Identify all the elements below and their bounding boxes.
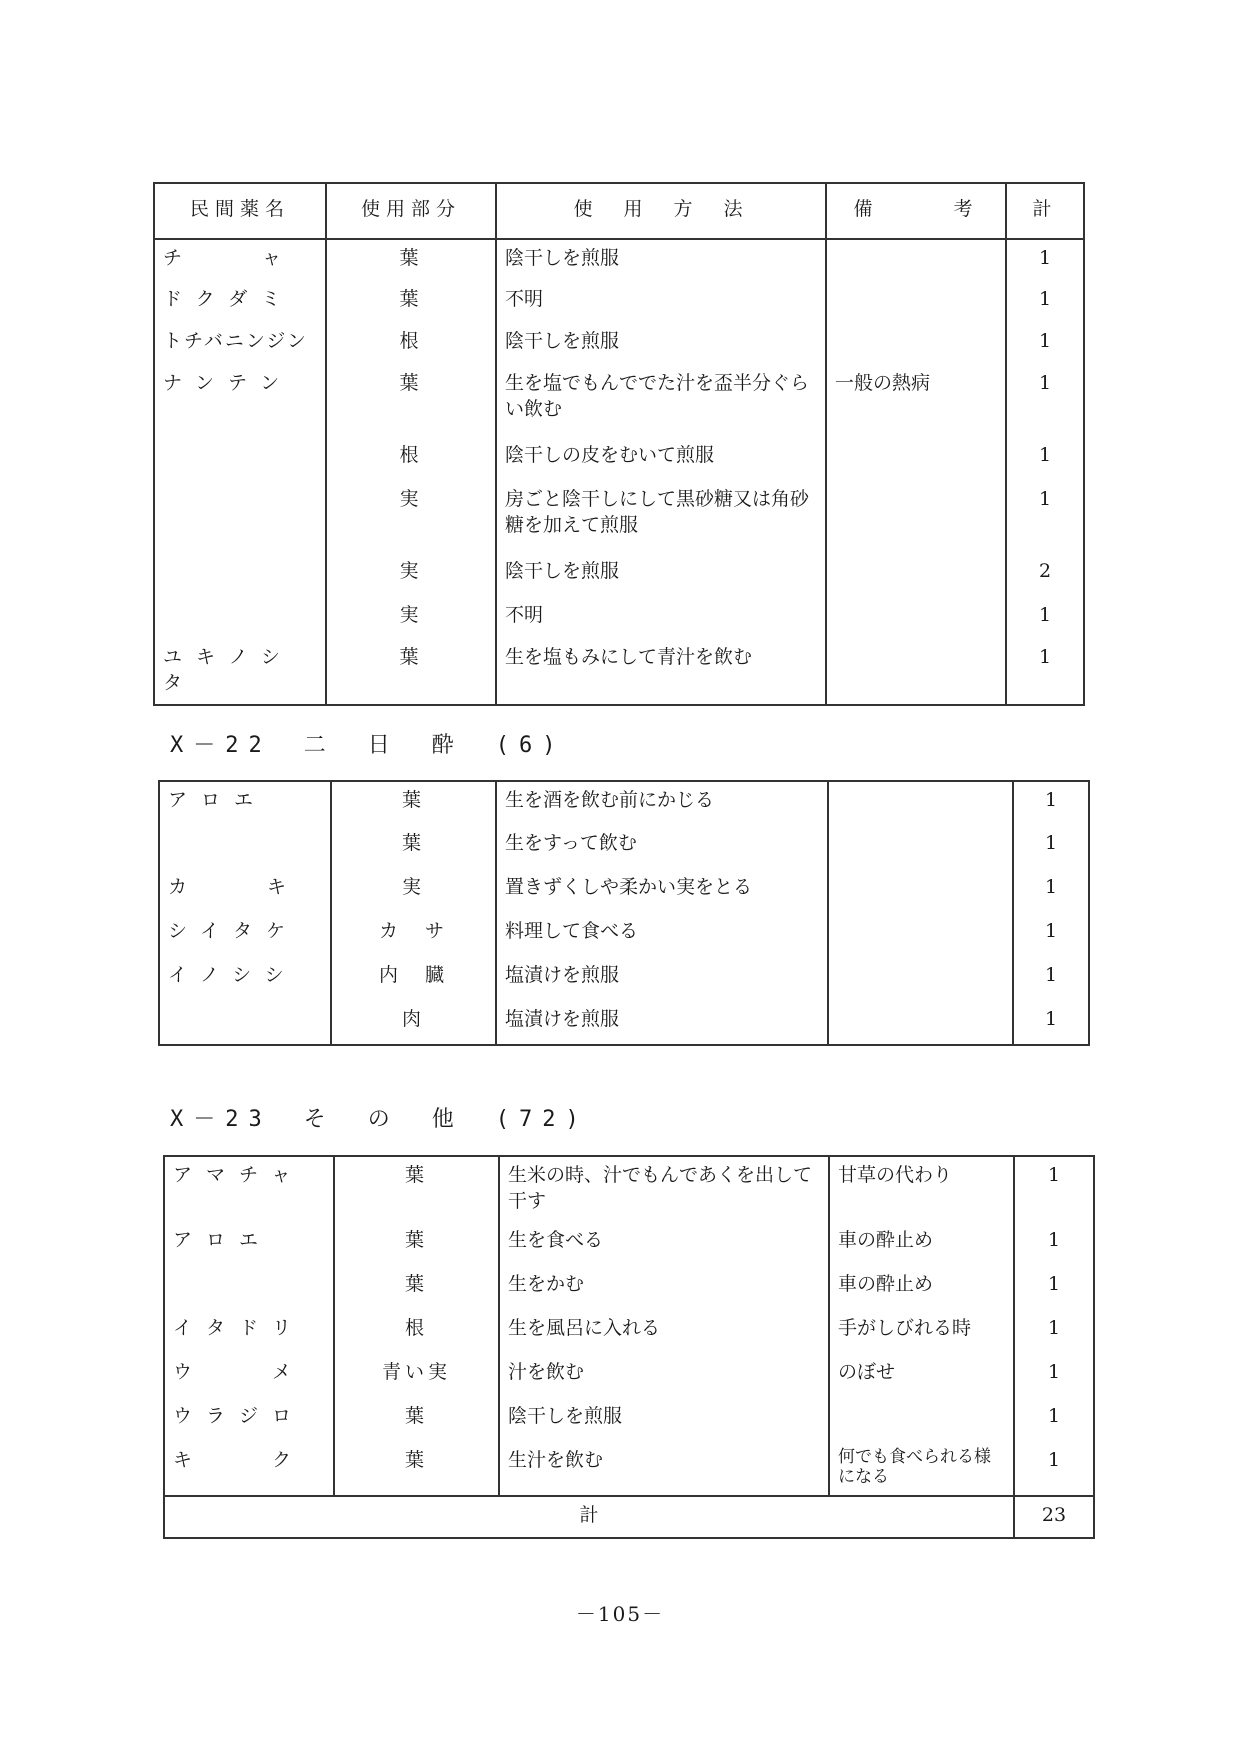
part-used: 肉: [331, 1001, 496, 1045]
notes: [828, 825, 1013, 869]
notes: 車の酔止め: [829, 1222, 1014, 1266]
medicine-name: ナンテン: [154, 365, 326, 437]
notes: 手がしびれる時: [829, 1310, 1014, 1354]
count: 1: [1014, 1156, 1094, 1222]
count: 1: [1013, 869, 1089, 913]
notes: [828, 869, 1013, 913]
section-title-hangover: X－22 二 日 酔 (6): [170, 733, 566, 758]
section-title-others: X－23 そ の 他 (72): [170, 1107, 589, 1132]
count: 1: [1006, 481, 1084, 553]
total-row: [164, 1496, 1094, 1538]
total-value: 23: [1014, 1496, 1094, 1538]
part-used: カ サ: [331, 913, 496, 957]
table-row: [154, 437, 1084, 481]
part-used: 葉: [326, 281, 496, 323]
table-row: [159, 957, 1089, 1001]
table-row: [159, 1001, 1089, 1045]
count: 1: [1014, 1398, 1094, 1442]
medicine-name: ドクダミ: [154, 281, 326, 323]
part-used: 葉: [326, 365, 496, 437]
medicine-name: キ ク: [164, 1442, 334, 1496]
table-row: [159, 825, 1089, 869]
table-row: [154, 597, 1084, 639]
part-used: 根: [326, 323, 496, 365]
part-used: 葉: [326, 239, 496, 281]
table-row: [164, 1222, 1094, 1266]
medicine-name: カ キ: [159, 869, 331, 913]
table-row: [164, 1354, 1094, 1398]
usage-method: 陰干しを煎服: [499, 1398, 829, 1442]
part-used: 葉: [334, 1222, 499, 1266]
medicine-name: チ ャ: [154, 239, 326, 281]
medicine-name: [164, 1266, 334, 1310]
table-row: [154, 639, 1084, 705]
part-used: 葉: [334, 1442, 499, 1496]
count: 1: [1014, 1222, 1094, 1266]
count: 1: [1013, 913, 1089, 957]
table-row: [154, 323, 1084, 365]
count: 1: [1014, 1442, 1094, 1496]
notes: のぼせ: [829, 1354, 1014, 1398]
medicine-name: シイタケ: [159, 913, 331, 957]
table-row: [164, 1156, 1094, 1222]
usage-method: 塩漬けを煎服: [496, 957, 828, 1001]
count: 1: [1014, 1354, 1094, 1398]
part-used: 実: [326, 481, 496, 553]
count: 1: [1006, 323, 1084, 365]
notes: 一般の熱病: [826, 365, 1006, 437]
header-count: 計: [1006, 183, 1084, 239]
part-used: 根: [326, 437, 496, 481]
medicine-name: ウ メ: [164, 1354, 334, 1398]
usage-method: 不明: [496, 597, 826, 639]
medicine-table-3: [163, 1155, 1095, 1539]
table-row: [164, 1398, 1094, 1442]
usage-method: 生をかむ: [499, 1266, 829, 1310]
usage-method: 塩漬けを煎服: [496, 1001, 828, 1045]
usage-method: 生米の時、汁でもんであくを出して干す: [499, 1156, 829, 1222]
part-used: 実: [326, 597, 496, 639]
count: 1: [1014, 1310, 1094, 1354]
usage-method: 生を酒を飲む前にかじる: [496, 781, 828, 825]
medicine-name: アロエ: [159, 781, 331, 825]
usage-method: 置きずくしや柔かい実をとる: [496, 869, 828, 913]
part-used: 葉: [331, 825, 496, 869]
usage-method: 陰干しの皮をむいて煎服: [496, 437, 826, 481]
notes: [826, 481, 1006, 553]
notes: [829, 1398, 1014, 1442]
table-row: [154, 553, 1084, 597]
usage-method: 生をすって飲む: [496, 825, 828, 869]
usage-method: 生汁を飲む: [499, 1442, 829, 1496]
notes: 車の酔止め: [829, 1266, 1014, 1310]
usage-method: 生を風呂に入れる: [499, 1310, 829, 1354]
page-number: －105－: [575, 1602, 665, 1626]
usage-method: 陰干しを煎服: [496, 239, 826, 281]
part-used: 葉: [334, 1398, 499, 1442]
count: 1: [1006, 437, 1084, 481]
count: 1: [1013, 781, 1089, 825]
usage-method: 生を食べる: [499, 1222, 829, 1266]
medicine-name: ユキノシタ: [154, 639, 326, 705]
usage-method: 生を塩もみにして青汁を飲む: [496, 639, 826, 705]
medicine-name: アロエ: [164, 1222, 334, 1266]
part-used: 実: [331, 869, 496, 913]
part-used: 内 臓: [331, 957, 496, 1001]
notes: 何でも食べられる様になる: [829, 1442, 1014, 1496]
part-used: 葉: [331, 781, 496, 825]
medicine-table-1: [153, 182, 1085, 706]
notes: 甘草の代わり: [829, 1156, 1014, 1222]
usage-method: 汁を飲む: [499, 1354, 829, 1398]
notes: [828, 913, 1013, 957]
part-used: 葉: [334, 1156, 499, 1222]
count: 1: [1006, 639, 1084, 705]
table-row: [154, 365, 1084, 437]
part-used: 葉: [334, 1266, 499, 1310]
header-part-used: 使用部分: [326, 183, 496, 239]
medicine-name: [159, 1001, 331, 1045]
medicine-name: [154, 437, 326, 481]
table-row: [164, 1442, 1094, 1496]
notes: [828, 1001, 1013, 1045]
table-row: [164, 1310, 1094, 1354]
notes: [826, 323, 1006, 365]
count: 1: [1006, 239, 1084, 281]
table-row: [159, 781, 1089, 825]
table-row: [159, 913, 1089, 957]
table-row: [154, 239, 1084, 281]
count: 1: [1006, 365, 1084, 437]
medicine-name: ウラジロ: [164, 1398, 334, 1442]
notes: [826, 437, 1006, 481]
usage-method: 陰干しを煎服: [496, 323, 826, 365]
notes: [826, 239, 1006, 281]
usage-method: 生を塩でもんででた汁を盃半分ぐらい飲む: [496, 365, 826, 437]
table-row: [159, 869, 1089, 913]
medicine-name: [154, 597, 326, 639]
table-header-row: [154, 183, 1084, 239]
header-medicine-name: 民間薬名: [154, 183, 326, 239]
notes: [826, 639, 1006, 705]
notes: [826, 597, 1006, 639]
notes: [826, 281, 1006, 323]
part-used: 実: [326, 553, 496, 597]
medicine-name: イタドリ: [164, 1310, 334, 1354]
count: 1: [1014, 1266, 1094, 1310]
medicine-table-2: [158, 780, 1090, 1046]
header-usage-method: 使 用 方 法: [496, 183, 826, 239]
count: 2: [1006, 553, 1084, 597]
count: 1: [1006, 597, 1084, 639]
table-row: [154, 481, 1084, 553]
total-label: 計: [164, 1496, 1014, 1538]
table-row: [164, 1266, 1094, 1310]
medicine-name: [154, 553, 326, 597]
count: 1: [1013, 957, 1089, 1001]
usage-method: 陰干しを煎服: [496, 553, 826, 597]
part-used: 青い実: [334, 1354, 499, 1398]
notes: [828, 781, 1013, 825]
medicine-name: アマチャ: [164, 1156, 334, 1222]
count: 1: [1013, 1001, 1089, 1045]
medicine-name: イノシシ: [159, 957, 331, 1001]
medicine-name: [159, 825, 331, 869]
medicine-name: [154, 481, 326, 553]
header-notes: 備 考: [826, 183, 1006, 239]
count: 1: [1006, 281, 1084, 323]
notes: [828, 957, 1013, 1001]
table-row: [154, 281, 1084, 323]
medicine-name: トチバニンジン: [154, 323, 326, 365]
notes: [826, 553, 1006, 597]
usage-method: 房ごと陰干しにして黒砂糖又は角砂糖を加えて煎服: [496, 481, 826, 553]
usage-method: 不明: [496, 281, 826, 323]
count: 1: [1013, 825, 1089, 869]
part-used: 根: [334, 1310, 499, 1354]
part-used: 葉: [326, 639, 496, 705]
usage-method: 料理して食べる: [496, 913, 828, 957]
